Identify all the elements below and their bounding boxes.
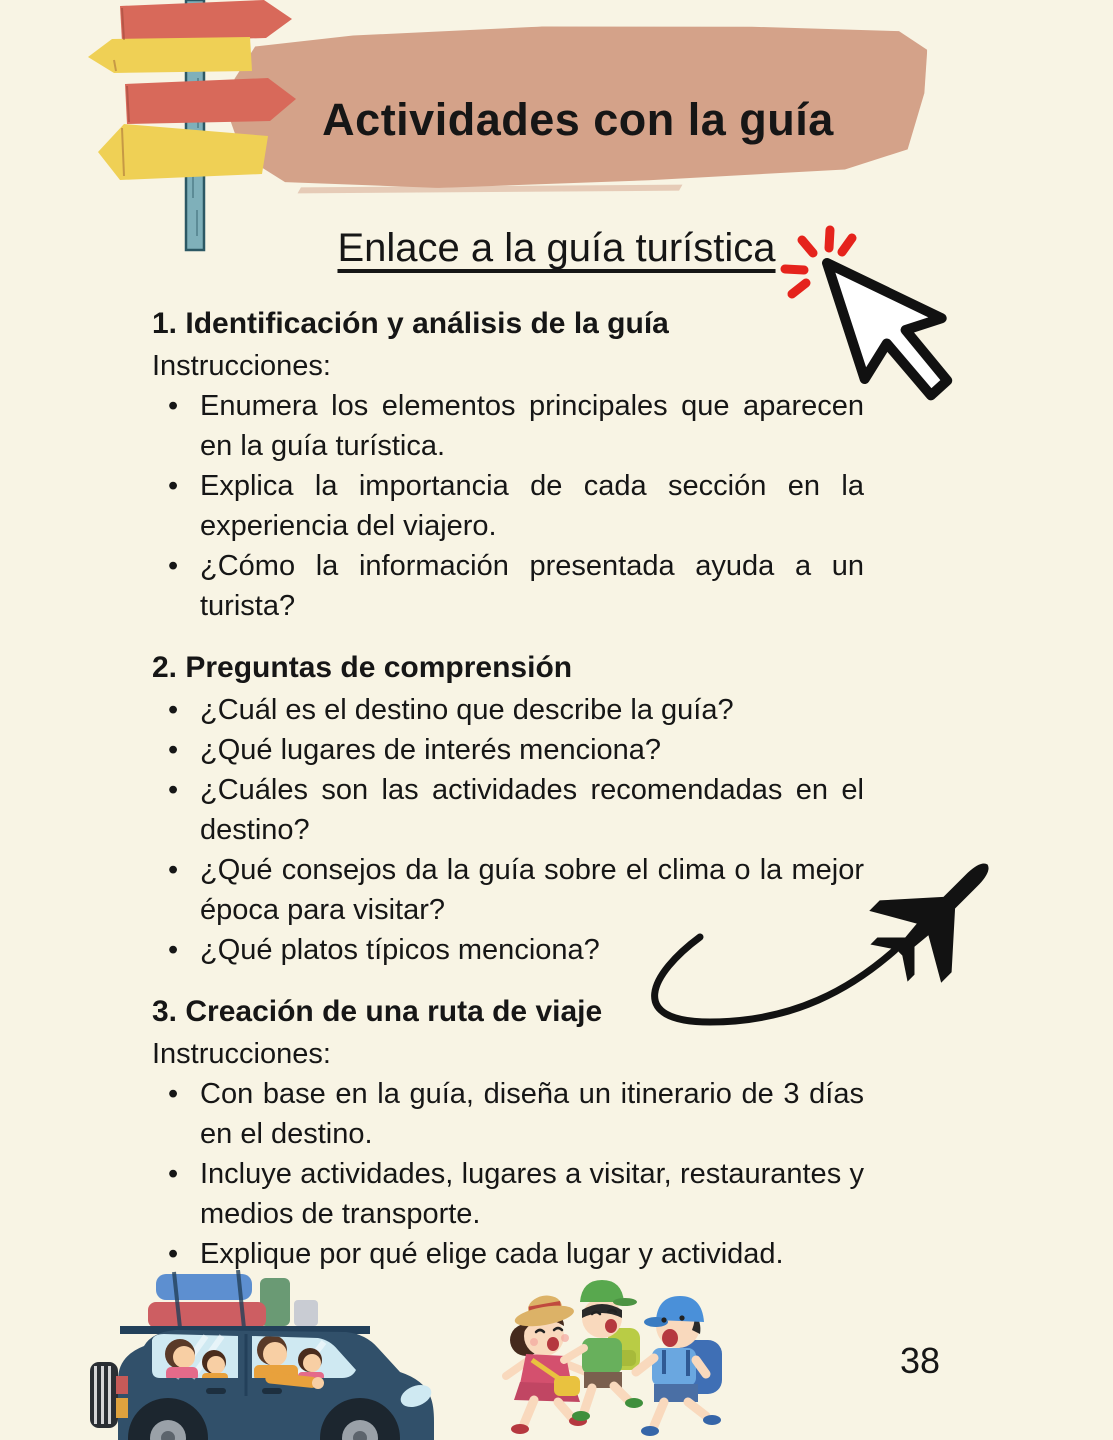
list-item: • ¿Qué lugares de interés menciona? xyxy=(152,730,864,770)
arrow-sign-red-right-2 xyxy=(125,78,296,124)
section-3-list xyxy=(152,1074,864,1274)
list-item: • Explique por qué elige cada lugar y actividad. xyxy=(152,1234,864,1274)
list-item: • ¿Cuál es el destino que describe la guía? xyxy=(152,690,864,730)
list-item: • ¿Qué consejos da la guía sobre el clima o la mejor época para visitar? xyxy=(152,850,864,930)
tourist-guide-link[interactable]: Enlace a la guía turística xyxy=(337,226,776,270)
door-handle xyxy=(206,1388,226,1394)
airplane-silhouette xyxy=(853,829,1023,999)
list-item: • Enumera los elementos principales que aparecen en la guía turística. xyxy=(152,386,864,466)
page-number: 38 xyxy=(900,1340,941,1381)
section-1-list xyxy=(152,386,864,626)
boy-blue-cap xyxy=(636,1296,722,1436)
section-identification xyxy=(152,302,864,626)
list-item: • ¿Qué platos típicos menciona? xyxy=(152,930,864,970)
arrow-sign-yellow-left xyxy=(88,37,252,73)
list-item: • Explica la importancia de cada sección en la experiencia del viajero. xyxy=(152,466,864,546)
section-3-heading: 3. Creación de una ruta de viaje xyxy=(152,995,603,1028)
arrow-sign-red-right xyxy=(120,0,292,42)
list-item: • Incluye actividades, lugares a visitar, restaurantes y medios de transporte. xyxy=(152,1154,864,1234)
page-title: Actividades con la guía xyxy=(322,94,834,145)
brush-streak xyxy=(298,185,683,194)
kids-walking-illustration xyxy=(492,1274,782,1440)
airplane-swoosh-icon xyxy=(612,816,1042,1066)
list-item: • Con base en la guía, diseña un itinerario de 3 días en el destino. xyxy=(152,1074,864,1154)
family-car-illustration xyxy=(56,1270,436,1440)
list-item: • ¿Cuáles son las actividades recomendadas en el destino? xyxy=(152,770,864,850)
signpost-icon xyxy=(68,0,308,254)
section-1-heading: 1. Identificación y análisis de la guía xyxy=(152,307,669,340)
section-3-intro: Instrucciones: xyxy=(152,1038,331,1070)
section-1-intro: Instrucciones: xyxy=(152,350,331,382)
roof-luggage xyxy=(120,1270,370,1334)
worksheet-body xyxy=(152,302,864,1274)
section-2-heading: 2. Preguntas de comprensión xyxy=(152,651,573,684)
door-handle xyxy=(262,1388,282,1394)
list-item: • ¿Cómo la información presentada ayuda a un turista? xyxy=(152,546,864,626)
airplane-trail-swoosh xyxy=(655,937,895,1022)
